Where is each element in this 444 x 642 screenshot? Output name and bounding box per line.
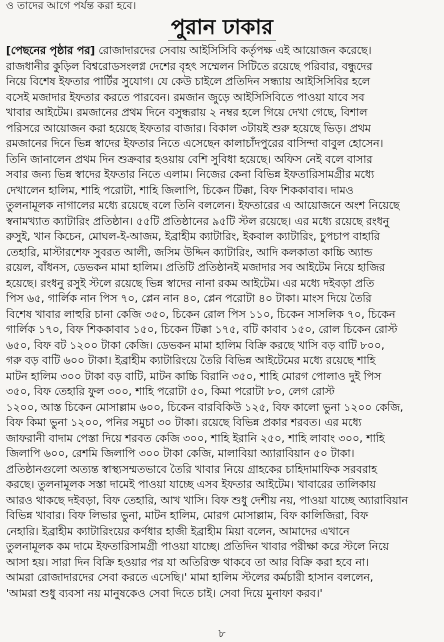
article-line bbox=[6, 338, 438, 354]
article-line bbox=[6, 508, 438, 524]
article-line-text: রুসুই, খান কিচেন, মোঘল-ই-আজম, ইব্রাহীম ক্যাটারিং, ইকবাল ক্যাটারিং, চুপচাপ বাহারি bbox=[6, 230, 380, 243]
article-line-text: আরও থাকছে দইবড়া, বিফ তেহারি, আখ খাসি। বিফ শুধু দেশীয় নয়, পাওয়া যাচ্ছে অ্যারাবিয়ান bbox=[6, 493, 408, 507]
article-line bbox=[6, 446, 438, 462]
article-line-text: নেহারি। ইব্রাহীম ক্যাটারিংয়ের কর্ণধার হাজী ইব্রাহীম মিয়া বলেন, আমাদের এখানে bbox=[6, 524, 350, 538]
article-line bbox=[6, 586, 438, 602]
continued-from-tag: [পেছনের পৃষ্ঠার পর] bbox=[6, 44, 96, 57]
article-line bbox=[6, 167, 438, 183]
article-line-text: দেখালেন হালিম, শাহি পরোটা, শাহি জিলাপি, চিকেন টিক্কা, বিফ শিককাবাব। দামও bbox=[6, 183, 354, 197]
page-number: ৮ bbox=[218, 627, 226, 640]
article-line bbox=[6, 74, 438, 90]
article-line-text: 'আমরা শুধু ব্যবসা নয় মানুষকেও সেবা দিতে চাই। সেবা দিয়ে মুনাফা করব।' bbox=[6, 586, 323, 600]
clipped-previous-line: ও তাদের আগে পর্যন্ত করা হবে। bbox=[6, 0, 137, 12]
article-line-text: সবার জন্য ভিন্ন স্বাদের ইফতার নিতে এলাম। নিজের কেনা বিভিন্ন ইফতারিসামগ্রীর মধ্যে bbox=[6, 168, 375, 181]
article-line-text: প্রতিষ্ঠানগুলো অত্যন্ত স্বাস্থ্যসম্মতভাবে তৈরি খাবার নিয়ে গ্রাহকের চাহিদামাফিক সরবরাহ bbox=[6, 462, 377, 476]
article-line bbox=[6, 105, 438, 121]
article-line bbox=[6, 229, 438, 245]
article-line bbox=[6, 524, 438, 540]
article-line-text: খাবার আইটেম। রমজানের প্রথম দিনে বসুন্ধরায় ২ নম্বর হলে গিয়ে দেখা গেছে, বিশাল bbox=[6, 106, 368, 119]
article-line bbox=[6, 477, 438, 493]
article-line bbox=[6, 59, 438, 75]
article-line-text: স্বনামখ্যাত ক্যাটারিং প্রতিষ্ঠান। ৫৫টি প্রতিষ্ঠানের ৯৫টি স্টল রয়েছে। এর মধ্যে রয়েছে রংধনু bbox=[6, 214, 390, 228]
article-line-text: রমজানের দিনে ভিন্ন স্বাদের ইফতার নিতে এসেছেন কালাচাঁদপুরের বাসিন্দা বাবুল হোসেন। bbox=[6, 137, 384, 150]
article-line-text: বিফ কিমা ভুনা ১২০০, পনির সমুচা ৩০ টাকা। রয়েছে বিভিন্ন প্রকার শরবত। এর মধ্যে bbox=[6, 416, 362, 429]
article-line-text: জাফরানী বাদাম পেস্তা দিয়ে শরবত কেজি ৩০০, শাহি ইরানি ২৫০, শাহি লাবাং ৩০০, শাহি bbox=[6, 431, 385, 445]
article-line-text: আসা হয়। সারা দিন বিক্রি হওয়ার পর যা অতিরিক্ত থাকবে তা আর বিক্রি করা হবে না। bbox=[6, 555, 369, 569]
article-line-text: রয়েল, বাঁধনস, ডেভকন মামা হালিম। প্রতিটি প্রতিষ্ঠানই মজাদার সব আইটেম নিয়ে হাজির bbox=[6, 261, 385, 274]
article-line-text: রাজধানীর কুড়িল বিশ্বরোডসংলগ্ন দেশের বৃহৎ সম্মেলন সিটিতে রয়েছে পরিবার, বন্ধুদের bbox=[6, 59, 373, 73]
article-line bbox=[6, 322, 438, 338]
article-line bbox=[6, 462, 438, 478]
article-line-text: গার্লিক ১৭০, বিফ শিককাবাব ১৫০, চিকেন টিক্কা ১৭৫, বটি কাবাব ১৫০, রোল চিকেন রোস্ট bbox=[6, 323, 398, 336]
article-line-text: তুলনামূলক কম দামে ইফতারিসামগ্রী পাওয়া যাচ্ছে। প্রতিদিন খাবার পরীক্ষা করে স্টলে নিয়ে bbox=[6, 540, 389, 553]
article-line-text: ১২০০, আস্ত চিকেন মোসাল্লাম ৬০০, চিকেন বারবিকিউ ১২৫, বিফ কালো ভুনা ১২০০ কেজি, bbox=[6, 400, 404, 414]
article-body bbox=[6, 43, 438, 635]
article-line-text: বসেই মজাদার ইফতার করতে পারবেন। রমজান জুড়ে আইসিসিবিতে পাওয়া যাবে সব bbox=[6, 90, 365, 104]
article-line-text: হয়েছে। রংধনু রসুই স্টলে রয়েছে ভিন্ন স্বাদের নানা রকম আইটেম। এর মধ্যে দইবড়া প্রতি bbox=[6, 276, 375, 290]
article-line-text: মাটন হালিম ৩০০ টাকা বড় বাটি, মাটন কাচ্চি বিরানি ৩৫০, শাহি মোরগ পোলাও দুই পিস bbox=[6, 369, 382, 383]
article-line bbox=[6, 260, 438, 276]
article-line bbox=[6, 555, 438, 571]
article-line bbox=[6, 90, 438, 106]
headline-container bbox=[0, 14, 444, 41]
article-line bbox=[6, 183, 438, 199]
article-line bbox=[6, 415, 438, 431]
article-line bbox=[6, 400, 438, 416]
article-line bbox=[6, 384, 438, 400]
article-line-text: বিভিন্ন খাবার। বিফ লিভার ভুনা, মাটন হালিম, মোরগ মোসাল্লাম, বিফ কালিজিরা, বিফ bbox=[6, 509, 368, 522]
article-line-text: পিস ৬৫, গার্লিক নান পিস ৭০, প্লেন নান ৪০, প্লেন পরোটা ৪০ টাকা। মাংস দিয়ে তৈরি bbox=[6, 292, 372, 305]
article-line bbox=[6, 570, 438, 586]
article-line-text: পরিসরে আয়োজন করা হয়েছে ইফতার বাজার। বিকাল ৩টায়ই শুরু হয়েছে ভিড়। প্রথম bbox=[6, 121, 371, 135]
article-line bbox=[6, 291, 438, 307]
article-line-text: আমরা রোজাদারদের সেবা করতে এসেছি।' মামা হালিম স্টলের কর্মচারী হাসান বললেন, bbox=[6, 571, 374, 584]
article-line-text: বিশেষ খাবার লাহুরি চানা কেজি ৩৫০, চিকেন রোল পিস ১১০, চিকেন সাসলিক ৭০, চিকেন bbox=[6, 307, 396, 321]
article-line bbox=[6, 214, 438, 230]
article-line bbox=[6, 121, 438, 137]
article-headline: পুরান ঢাকার bbox=[168, 14, 276, 41]
article-line-text: তিনি জানালেন প্রথম দিন শুক্রবার হওয়ায় বেশি সুবিধা হয়েছে। অফিস নেই বলে বাসার bbox=[6, 152, 373, 166]
article-line-text: করছে। তুলনামূলক সস্তা দামেই পাওয়া যাচ্ছে এসব ইফতার আইটেম। খাবারের তালিকায় bbox=[6, 478, 376, 491]
article-line bbox=[6, 353, 438, 369]
article-line-text: জিলাপি ৬০০, রেশমি জিলাপি ৩০০ টাকা কেজি, মালাবিয়া অ্যারাবিয়ান ৫০ টাকা। bbox=[6, 447, 355, 460]
article-line bbox=[6, 198, 438, 214]
article-line bbox=[6, 43, 438, 59]
article-line-text: ৩৫০, বিফ তেহারি ফুল ৩০০, শাহি পরোটা ৫০, কিমা পরোটা ৮০, লেগ রোস্ট bbox=[6, 385, 335, 398]
article-line-text: তুলনামূলক নাগালের মধ্যে রয়েছে বলে তিনি বললেন। ইফতারের এ আয়োজনে অংশ নিয়েছে bbox=[6, 199, 400, 212]
article-line bbox=[6, 369, 438, 385]
article-line bbox=[6, 307, 438, 323]
article-line bbox=[6, 276, 438, 292]
article-line-text: তেহারি, মাস্টারশেফ সুবরত আলী, জসিম উদ্দিন ক্যাটারিং, আদি কলকাতা কাচ্চি অ্যান্ড bbox=[6, 245, 373, 259]
article-line-text: গরু বড় বাটি ৬০০ টাকা। ইব্রাহীম ক্যাটারিংয়ে তৈরি বিভিন্ন আইটেমের মধ্যে রয়েছে শাহি bbox=[6, 354, 376, 367]
article-line bbox=[6, 431, 438, 447]
article-line-text: নিয়ে বিশেষ ইফতার পার্টির সুযোগ। যে কেউ চাইলে প্রতিদিন সন্ধ্যায় আইসিসিবির হলে bbox=[6, 75, 370, 88]
article-line bbox=[6, 136, 438, 152]
article-line bbox=[6, 152, 438, 168]
article-line-text: রোজাদারদের সেবায় আইসিসিবি কর্তৃপক্ষ এই আয়োজন করেছে। bbox=[95, 44, 372, 57]
article-line-text: ৬৫০, বিফ বট ১২০০ টাকা কেজি। ডেভকন মামা হালিম বিক্রি করছে খাসি বড় বাটি ৮০০, bbox=[6, 338, 385, 352]
article-line bbox=[6, 493, 438, 509]
article-line bbox=[6, 245, 438, 261]
article-line bbox=[6, 539, 438, 555]
